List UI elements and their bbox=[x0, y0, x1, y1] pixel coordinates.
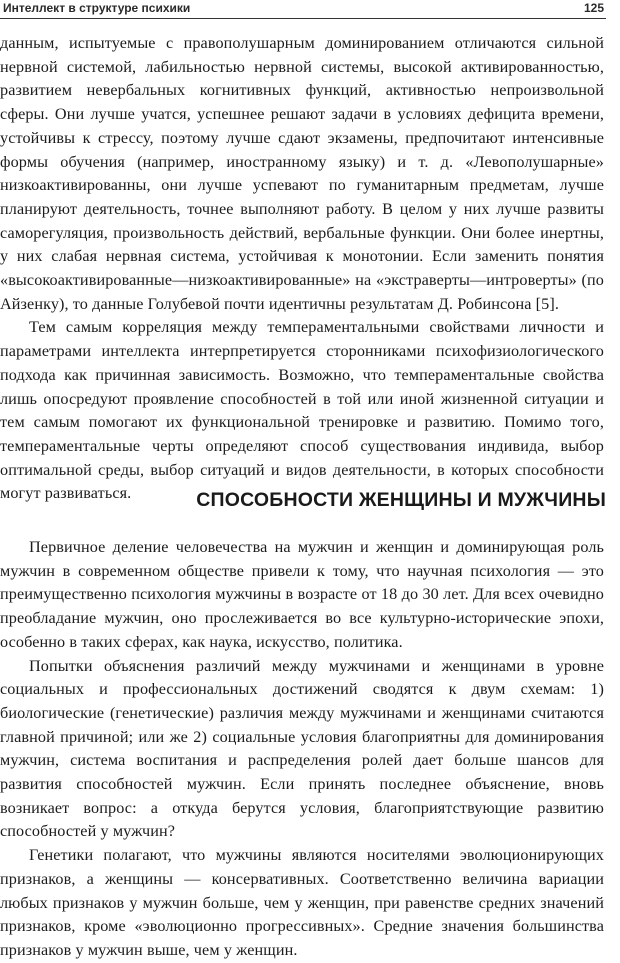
text-block-section bbox=[0, 536, 604, 963]
running-title: Интеллект в структуре психики bbox=[3, 1, 191, 15]
paragraph-continued: данным, испытуемые с правополушарным доминированием отличаются сильной нервной системой, лабильностью нервной системы, высокой активированностью, развитием невербальных когнитивных функций, активностью непроизвольной сферы. Они лучше учатся, успешнее решают задачи в условиях дефицита времени, устойчивы к стрессу, поэтому лучше сдают экзамены, предпочитают интенсивные формы обучения (например, иностранному языку) и т. д. «Левополушарные» низкоактивированны, они лучше успевают по гуманитарным предметам, лучше планируют деятельность, точнее выполняют работу. В целом у них лучше развиты саморегуляция, произвольность действий, вербальные функции. Они более инертны, у них слабая нервная система, устойчивая к монотонии. Если заменить понятия «высокоактивированные—низкоактивированные» на «экстраверты—интроверты» (по Айзенку), то данные Голубевой почти идентичны результатам Д. Робинсона [5]. bbox=[0, 34, 604, 313]
page-number: 125 bbox=[583, 1, 604, 15]
paragraph: Первичное деление человечества на мужчин и женщин и доминирующая роль мужчин в современном обществе привели к тому, что научная психология — это преимущественно психология мужчины в возрасте от 18 до 30 лет. Для всех очевидно преобладание мужчин, оно прослеживается во все культурно-исторические эпохи, особенно в таких сферах, как наука, искусство, политика. bbox=[0, 538, 604, 651]
running-head bbox=[0, 0, 620, 17]
paragraph: Тем самым корреляция между темпераментальными свойствами личности и параметрами интеллекта интерпретируется сторонниками психофизиологического подхода как причинная зависимость. Возможно, что темпераментальные свойства лишь опосредуют проявление способностей в той или иной жизненной ситуации и тем самым помогают их функциональной тренировке и развитию. Помимо того, темпераментальные черты определяют способ существования индивида, выбор оптимальной среды, выбор ситуаций и видов деятельности, в которых способности могут развиваться. bbox=[0, 318, 604, 503]
header-rule bbox=[0, 18, 606, 19]
paragraph: Генетики полагают, что мужчины являются носителями эволюционирующих признаков, а женщины — консервативных. Соответственно величина вариации любых признаков у мужчин больше, чем у женщин, при равенстве средних значений признаков, кроме «эволюционно прогрессивных». Средние значения большинства признаков у мужчин выше, чем у женщин. bbox=[0, 846, 604, 959]
section-heading: СПОСОБНОСТИ ЖЕНЩИНЫ И МУЖЧИНЫ bbox=[196, 489, 606, 511]
paragraph: Попытки объяснения различий между мужчинами и женщинами в уровне социальных и профессиональных достижений сводятся к двум схемам: 1) биологические (генетические) различия между мужчинами и женщинами считаются главной причиной; или же 2) социальные условия благоприятны для доминирования мужчин, система воспитания и распределения ролей дает больше шансов для развития способностей мужчин. Если принять последнее объяснение, вновь возникает вопрос: а откуда берутся условия, благоприятствующие развитию способностей у мужчин? bbox=[0, 656, 604, 841]
text-block-top bbox=[0, 32, 604, 506]
